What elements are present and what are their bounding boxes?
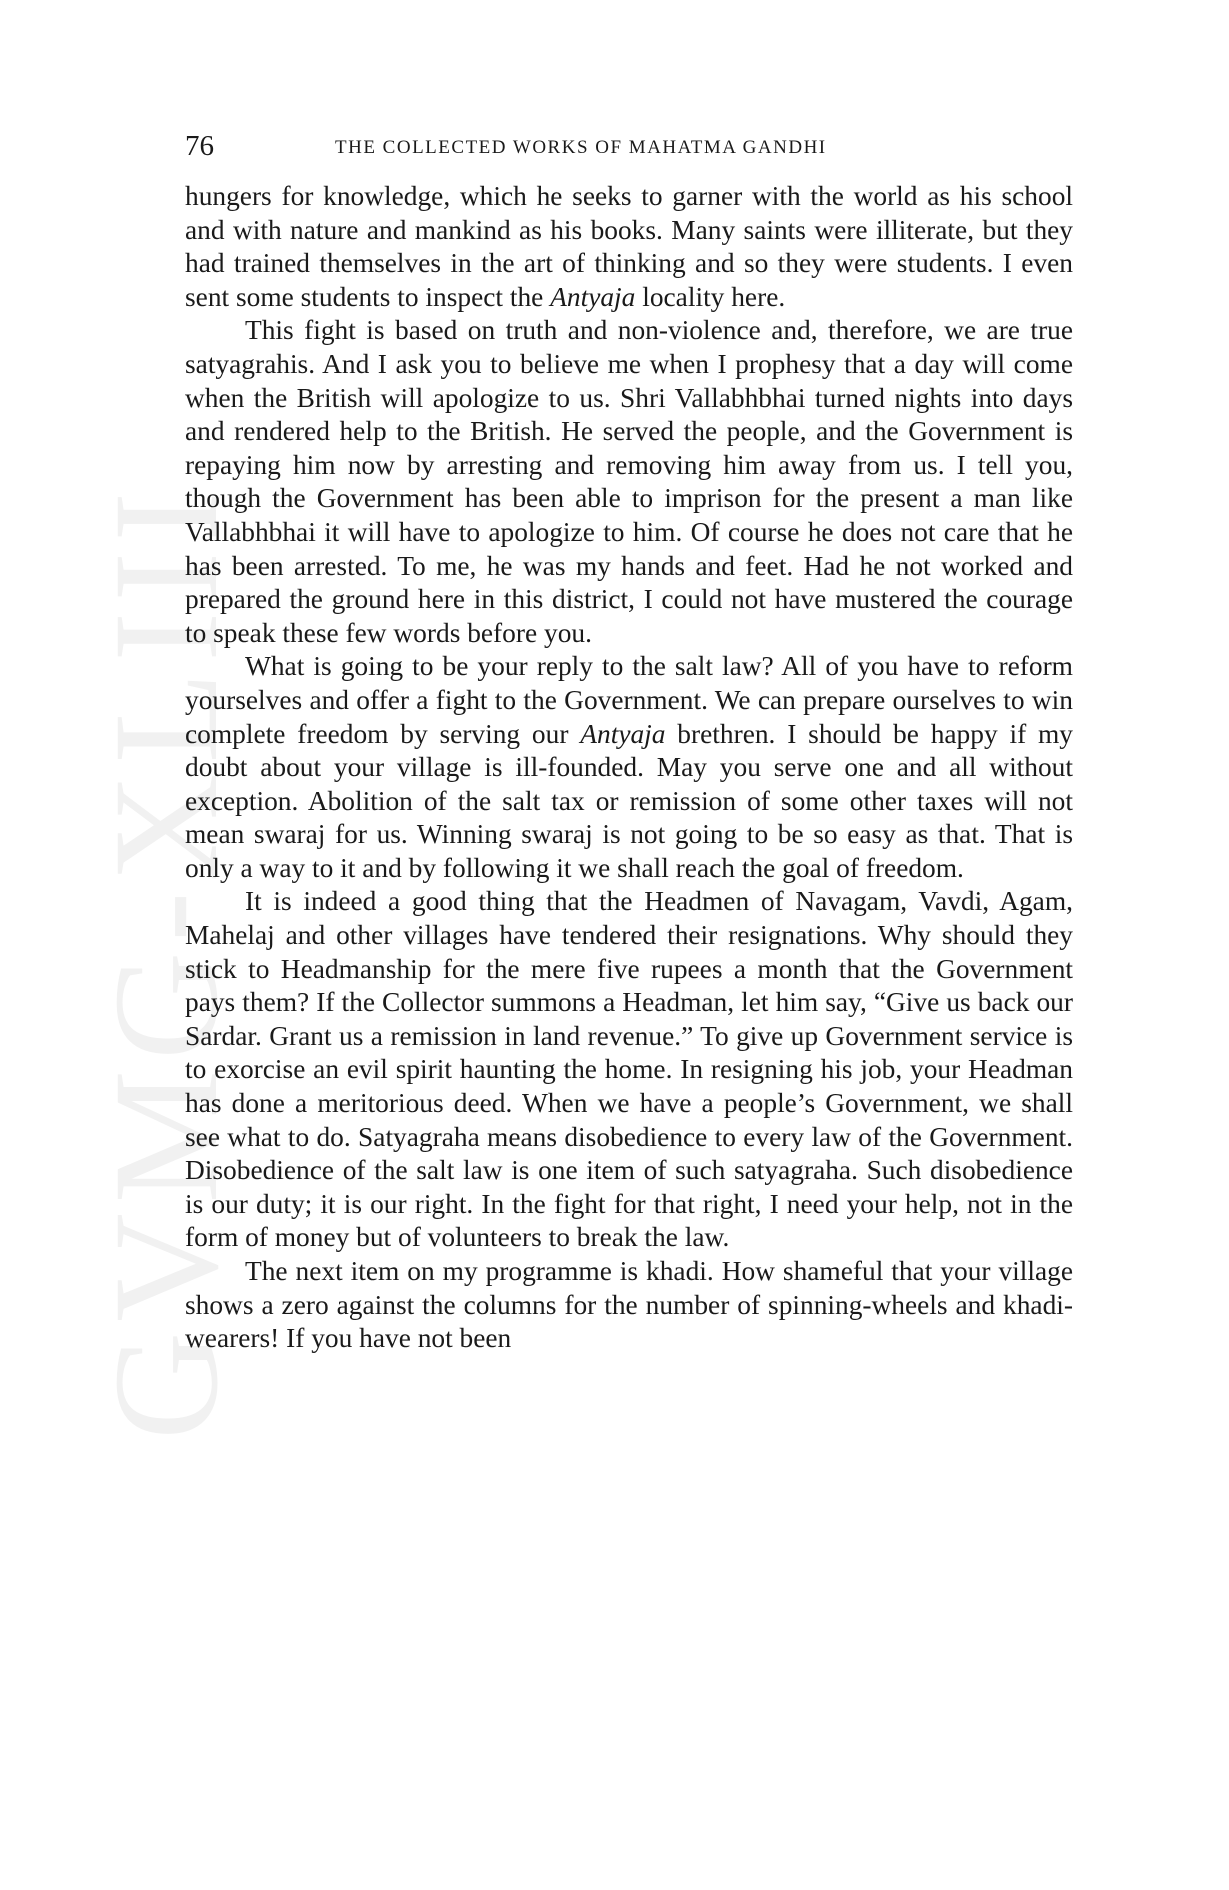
page-number: 76 xyxy=(185,130,214,162)
italic-term: Antyaja xyxy=(550,281,636,312)
text-run: locality here. xyxy=(635,281,786,312)
text-run: brethren. I should be happy if my doubt about your village is ill-founded. May you serve one and all without exception. Abolition of the salt tax or remission of some other taxes will not mean swaraj for us. Winning swaraj is not going to be so easy as that. That is only a way to it and by following it we shall reach the goal of freedom. xyxy=(185,718,1074,883)
watermark: GVMG-XLIII xyxy=(83,481,249,1440)
text-run: What is going to be your reply to the salt law? All of you have to reform yourselves and offer a fight to the Government. We can prepare ourselves to win complete freedom by serving our xyxy=(185,651,1073,749)
text-run: It is indeed a good thing that the Headmen of Navagam, Vavdi, Agam, Mahelaj and other villages have tendered their resignations. Why should they stick to Headmanship for the mere five rupees a month that the Government pays them? If the Collector summons a Headman, let him say, “Give us back our Sardar. Grant us a remission in land revenue.” To give up Government service is to exorcise an evil spirit haunting the home. In resigning his job, your Headman has done a meritorious deed. When we have a people’s Government, we shall see what to do. Satyagraha means disobedience to every law of the Government. Disobedience of the salt law is one item of such satyagraha. Such disobedience is our duty; it is our right. In the fight for that right, I need your help, not in the form of money but of volunteers to break the law. xyxy=(185,886,1073,1253)
running-head: THE COLLECTED WORKS OF MAHATMA GANDHI xyxy=(335,137,827,158)
paragraph xyxy=(185,314,1073,650)
italic-term: Antyaja xyxy=(580,718,666,749)
paragraph xyxy=(185,1255,1073,1356)
text-run: hungers for knowledge, which he seeks to garner with the world as his school and with nature and mankind as his books. Many saints were illiterate, but they had trained themselves in the art of thinking and so they were students. I even sent some students to inspect the xyxy=(185,181,1073,312)
text-run: This fight is based on truth and non-violence and, therefore, we are true satyagrahis. And I ask you to believe me when I prophesy that a day will come when the British will apologize to us. Shri Vallabhbhai turned nights into days and rendered help to the British. He served the people, and the Government is repaying him now by arresting and removing him away from us. I tell you, though the Government has been able to imprison for the present a man like Vallabhbhai it will have to apologize to him. Of course he does not care that he has been arrested. To me, he was my hands and feet. Had he not worked and prepared the ground here in this district, I could not have mustered the courage to speak these few words before you. xyxy=(185,315,1073,648)
page-header xyxy=(185,128,1065,164)
text-run: The next item on my programme is khadi. How shameful that your village shows a zero against the columns for the number of spinning-wheels and khadi-wearers! If you have not been xyxy=(185,1256,1073,1354)
paragraph xyxy=(185,180,1073,314)
paragraph xyxy=(185,650,1073,885)
body-text xyxy=(185,180,1073,1356)
paragraph xyxy=(185,885,1073,1255)
